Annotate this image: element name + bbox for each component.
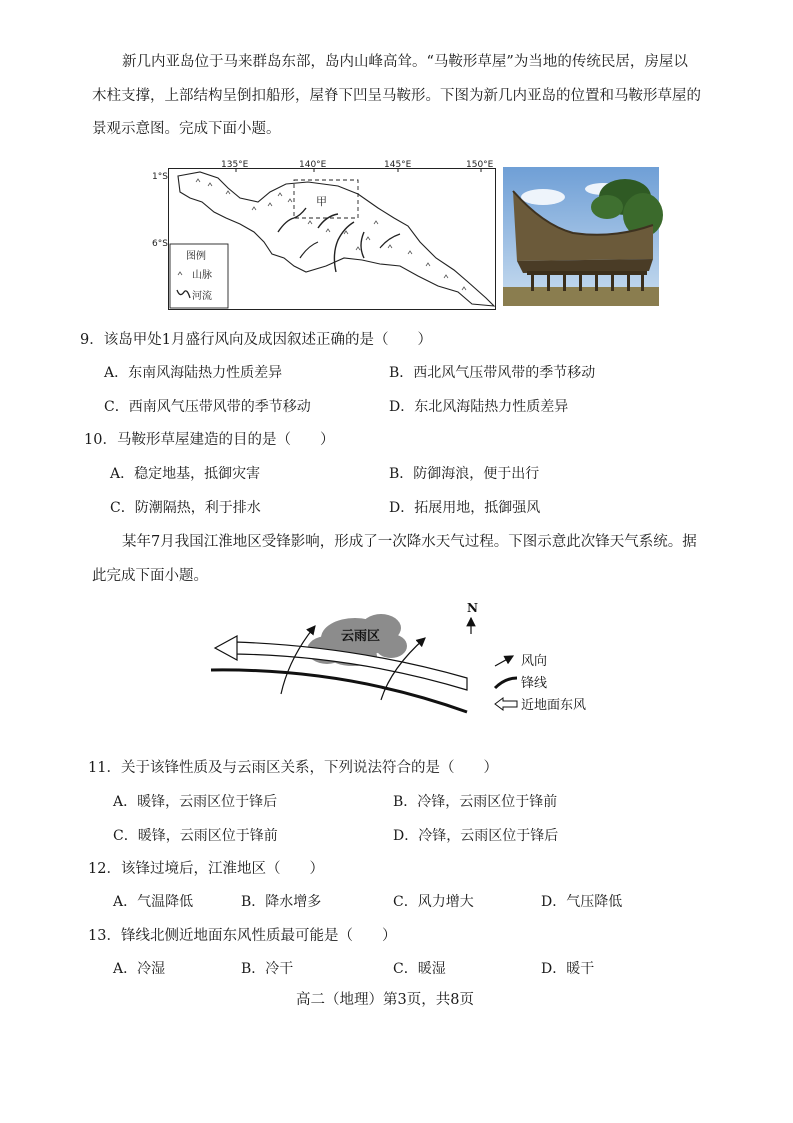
legend-east-wind-icon <box>495 698 517 710</box>
legend-wind: 风向 <box>521 654 548 669</box>
lon-label-145: 145°E <box>384 160 412 170</box>
q9-option-a[interactable]: A．东南风海陆热力性质差异 <box>104 365 283 381</box>
q13-option-b[interactable]: B．冷干 <box>241 961 294 977</box>
north-label: N <box>467 601 478 615</box>
q11-option-b[interactable]: B．冷锋，云雨区位于锋前 <box>393 794 558 810</box>
q13-option-a[interactable]: A．冷湿 <box>113 961 166 977</box>
q10-stem: 10．马鞍形草屋建造的目的是（ ） <box>84 432 335 448</box>
q10-option-c[interactable]: C．防潮隔热，利于排水 <box>110 500 261 516</box>
q12-option-a[interactable]: A．气温降低 <box>113 894 194 910</box>
q9-option-c[interactable]: C．西南风气压带风带的季节移动 <box>104 399 311 415</box>
q11-stem: 11．关于该锋性质及与云雨区关系，下列说法符合的是（ ） <box>88 760 498 776</box>
q12-stem: 12．该锋过境后，江淮地区（ ） <box>88 861 324 877</box>
q9-stem: 9．该岛甲处1月盛行风向及成因叙述正确的是（ ） <box>80 332 432 348</box>
q13-option-c[interactable]: C．暖湿 <box>393 961 446 977</box>
legend-river: 河流 <box>192 291 212 302</box>
front-diagram <box>205 598 625 728</box>
q9-option-b[interactable]: B．西北风气压带风带的季节移动 <box>389 365 596 381</box>
wind-arrow <box>281 626 315 694</box>
legend-front: 锋线 <box>521 676 548 691</box>
q11-option-a[interactable]: A．暖锋，云雨区位于锋后 <box>113 794 278 810</box>
intro1-line3: 景观示意图。完成下面小题。 <box>92 121 281 137</box>
q12-option-c[interactable]: C．风力增大 <box>393 894 474 910</box>
legend-east-wind: 近地面东风 <box>521 698 587 713</box>
q12-option-b[interactable]: B．降水增多 <box>241 894 322 910</box>
q11-option-c[interactable]: C．暖锋，云雨区位于锋前 <box>113 828 278 844</box>
lon-label-135: 135°E <box>221 160 249 170</box>
intro1-line2: 木柱支撑，上部结构呈倒扣船形，屋脊下凹呈马鞍形。下图为新几内亚岛的位置和马鞍形草屋的 <box>92 88 701 104</box>
q10-option-d[interactable]: D．拓展用地，抵御强风 <box>389 500 541 516</box>
east-wind-arrowhead-icon <box>215 636 237 660</box>
lon-label-140: 140°E <box>299 160 327 170</box>
intro2-line2: 此完成下面小题。 <box>92 568 208 584</box>
q9-option-d[interactable]: D．东北风海陆热力性质差异 <box>389 399 569 415</box>
q11-option-d[interactable]: D．冷锋，云雨区位于锋后 <box>393 828 559 844</box>
saddle-hut-photo <box>503 167 659 306</box>
lon-label-150: 150°E <box>466 160 494 170</box>
lat-label-6s: 6°S <box>152 239 168 249</box>
page-footer: 高二（地理）第3页，共8页 <box>296 992 474 1008</box>
cloud-rain-label: 云雨区 <box>341 629 381 644</box>
region-jia-label: 甲 <box>316 195 327 208</box>
new-guinea-map <box>152 160 496 310</box>
q13-option-d[interactable]: D．暖干 <box>541 961 595 977</box>
legend-title: 图例 <box>186 251 206 262</box>
q10-option-a[interactable]: A．稳定地基，抵御灾害 <box>110 466 261 482</box>
intro2-line1: 某年7月我国江淮地区受锋影响，形成了一次降水天气过程。下图示意此次锋天气系统。据 <box>122 534 697 550</box>
lat-label-1s: 1°S <box>152 172 168 182</box>
q13-stem: 13．锋线北侧近地面东风性质最可能是（ ） <box>88 928 397 944</box>
legend-mountain: 山脉 <box>192 270 212 281</box>
legend-wind-icon <box>495 656 513 666</box>
q12-option-d[interactable]: D．气压降低 <box>541 894 623 910</box>
q10-option-b[interactable]: B．防御海浪，便于出行 <box>389 466 540 482</box>
legend-front-icon <box>495 678 517 688</box>
intro1-line1: 新几内亚岛位于马来群岛东部，岛内山峰高耸。“马鞍形草屋”为当地的传统民居，房屋以 <box>122 54 688 70</box>
